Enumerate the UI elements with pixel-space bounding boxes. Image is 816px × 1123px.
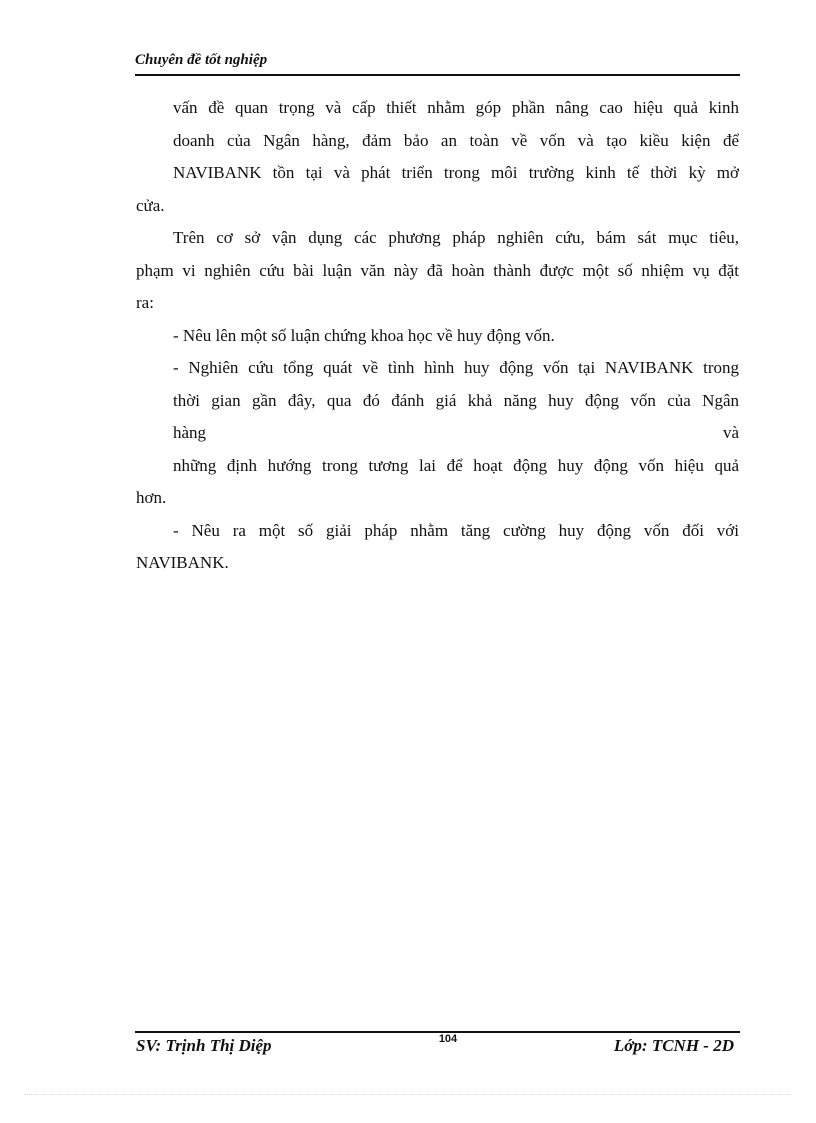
footer-student-name: SV: Trịnh Thị Diệp bbox=[136, 1036, 272, 1055]
paragraph-line: NAVIBANK tồn tại và phát triển trong môi trường kinh tế thời kỳ mở bbox=[173, 163, 739, 182]
paragraph-line: Trên cơ sở vận dụng các phương pháp nghiên cứu, bám sát mục tiêu, bbox=[173, 228, 739, 247]
paragraph-line: cửa. bbox=[136, 195, 165, 215]
paragraph-line: ra: bbox=[136, 293, 154, 312]
paragraph-line: - Nêu ra một số giải pháp nhằm tăng cường huy động vốn đối với bbox=[173, 520, 739, 540]
paragraph-line: vấn đề quan trọng và cấp thiết nhằm góp phần nâng cao hiệu quả kinh bbox=[173, 98, 739, 117]
paragraph-line: NAVIBANK. bbox=[136, 553, 229, 572]
body-text bbox=[136, 92, 739, 580]
paragraph-line: hàng và bbox=[173, 423, 739, 442]
header-title: Chuyên đề tốt nghiệp bbox=[135, 52, 268, 68]
footer-class: Lớp: TCNH - 2D bbox=[613, 1036, 734, 1055]
paragraph-line: doanh của Ngân hàng, đảm bảo an toàn về vốn và tạo kiều kiện để bbox=[173, 130, 739, 150]
paragraph-line: hơn. bbox=[136, 488, 167, 507]
paragraph-line: - Nêu lên một số luận chứng khoa học về huy động vốn. bbox=[173, 325, 555, 345]
page-header bbox=[135, 50, 740, 76]
paragraph-line: phạm vi nghiên cứu bài luận văn này đã hoàn thành được một số nhiệm vụ đặt bbox=[136, 260, 739, 280]
paragraph-line: những định hướng trong tương lai để hoạt động huy động vốn hiệu quả bbox=[173, 455, 739, 475]
page-number: 104 bbox=[438, 1033, 458, 1045]
page-bottom-border bbox=[24, 1094, 792, 1095]
paragraph-line: - Nghiên cứu tổng quát về tình hình huy động vốn tại NAVIBANK trong bbox=[173, 358, 739, 377]
paragraph-line: thời gian gần đây, qua đó đánh giá khả năng huy động vốn của Ngân bbox=[173, 390, 739, 410]
